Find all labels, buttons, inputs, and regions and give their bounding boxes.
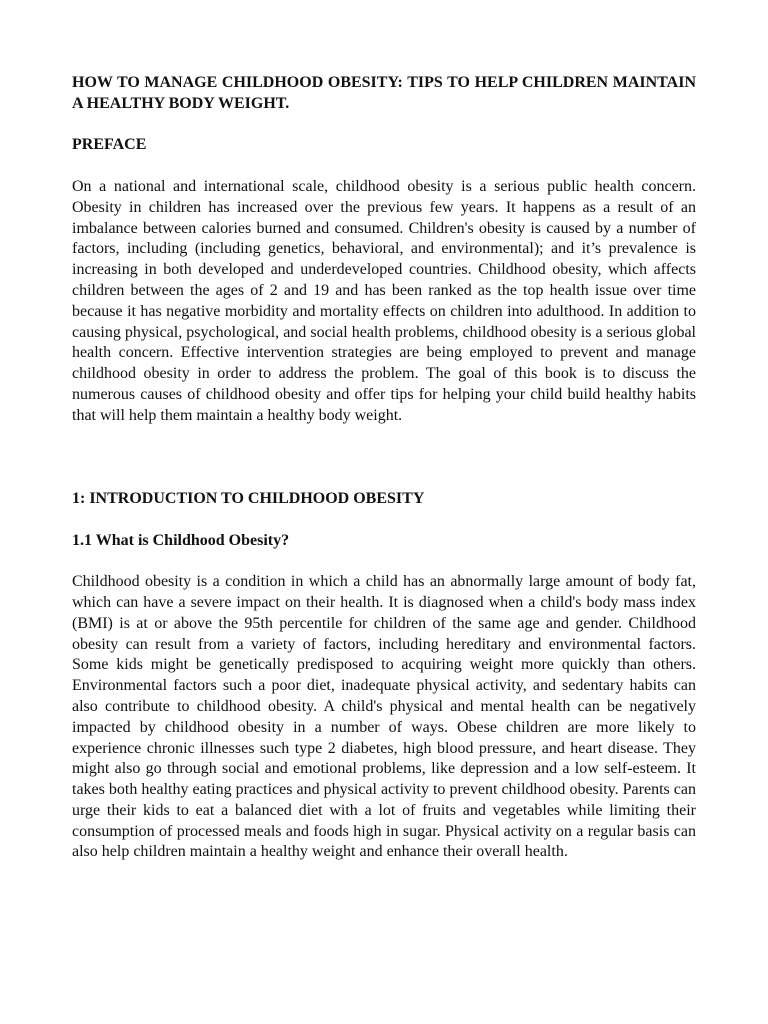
preface-heading: PREFACE [72, 136, 147, 154]
section-1-1-heading: 1.1 What is Childhood Obesity? [72, 531, 290, 549]
document-title: HOW TO MANAGE CHILDHOOD OBESITY: TIPS TO HELP CHILDREN MAINTAIN A HEALTHY BODY WEIGHT. [72, 74, 696, 112]
chapter-1-heading: 1: INTRODUCTION TO CHILDHOOD OBESITY [72, 489, 425, 507]
section-1-1-paragraph: Childhood obesity is a condition in which a child has an abnormally large amount of body fat, which can have a severe impact on their health. It is diagnosed when a child's body mass index (BMI) is at or above the 95th percentile for children of the same age and gender. Childhood obesity can result from a variety of factors, including hereditary and environmental factors. Some kids might be genetically predisposed to acquiring weight more quickly than others. Environmental factors such a poor diet, inadequate physical activity, and sedentary habits can also contribute to childhood obesity. A child's physical and mental health can be negatively impacted by childhood obesity in a number of ways. Obese children are more likely to experience chronic illnesses such type 2 diabetes, high blood pressure, and heart disease. They might also go through social and emotional problems, like depression and a low self-esteem. It takes both healthy eating practices and physical activity to prevent childhood obesity. Parents can urge their kids to eat a balanced diet with a lot of fruits and vegetables while limiting their consumption of processed meals and foods high in sugar. Physical activity on a regular basis can also help children maintain a healthy weight and enhance their overall health. [72, 573, 696, 861]
page-content [72, 73, 696, 863]
section-spacer [72, 427, 696, 489]
preface-paragraph: On a national and international scale, childhood obesity is a serious public health concern. Obesity in children has increased over the previous few years. It happens as a result of an imbalance between calories burned and consumed. Children's obesity is caused by a number of factors, including (including genetics, behavioral, and environmental); and it’s prevalence is increasing in both developed and underdeveloped countries. Childhood obesity, which affects children between the ages of 2 and 19 and has been ranked as the top health issue over time because it has negative morbidity and mortality effects on children into adulthood. In addition to causing physical, psychological, and social health problems, childhood obesity is a serious global health concern. Effective intervention strategies are being employed to prevent and manage childhood obesity in order to address the problem. The goal of this book is to discuss the numerous causes of childhood obesity and offer tips for helping your child build healthy habits that will help them maintain a healthy body weight. [72, 177, 696, 424]
